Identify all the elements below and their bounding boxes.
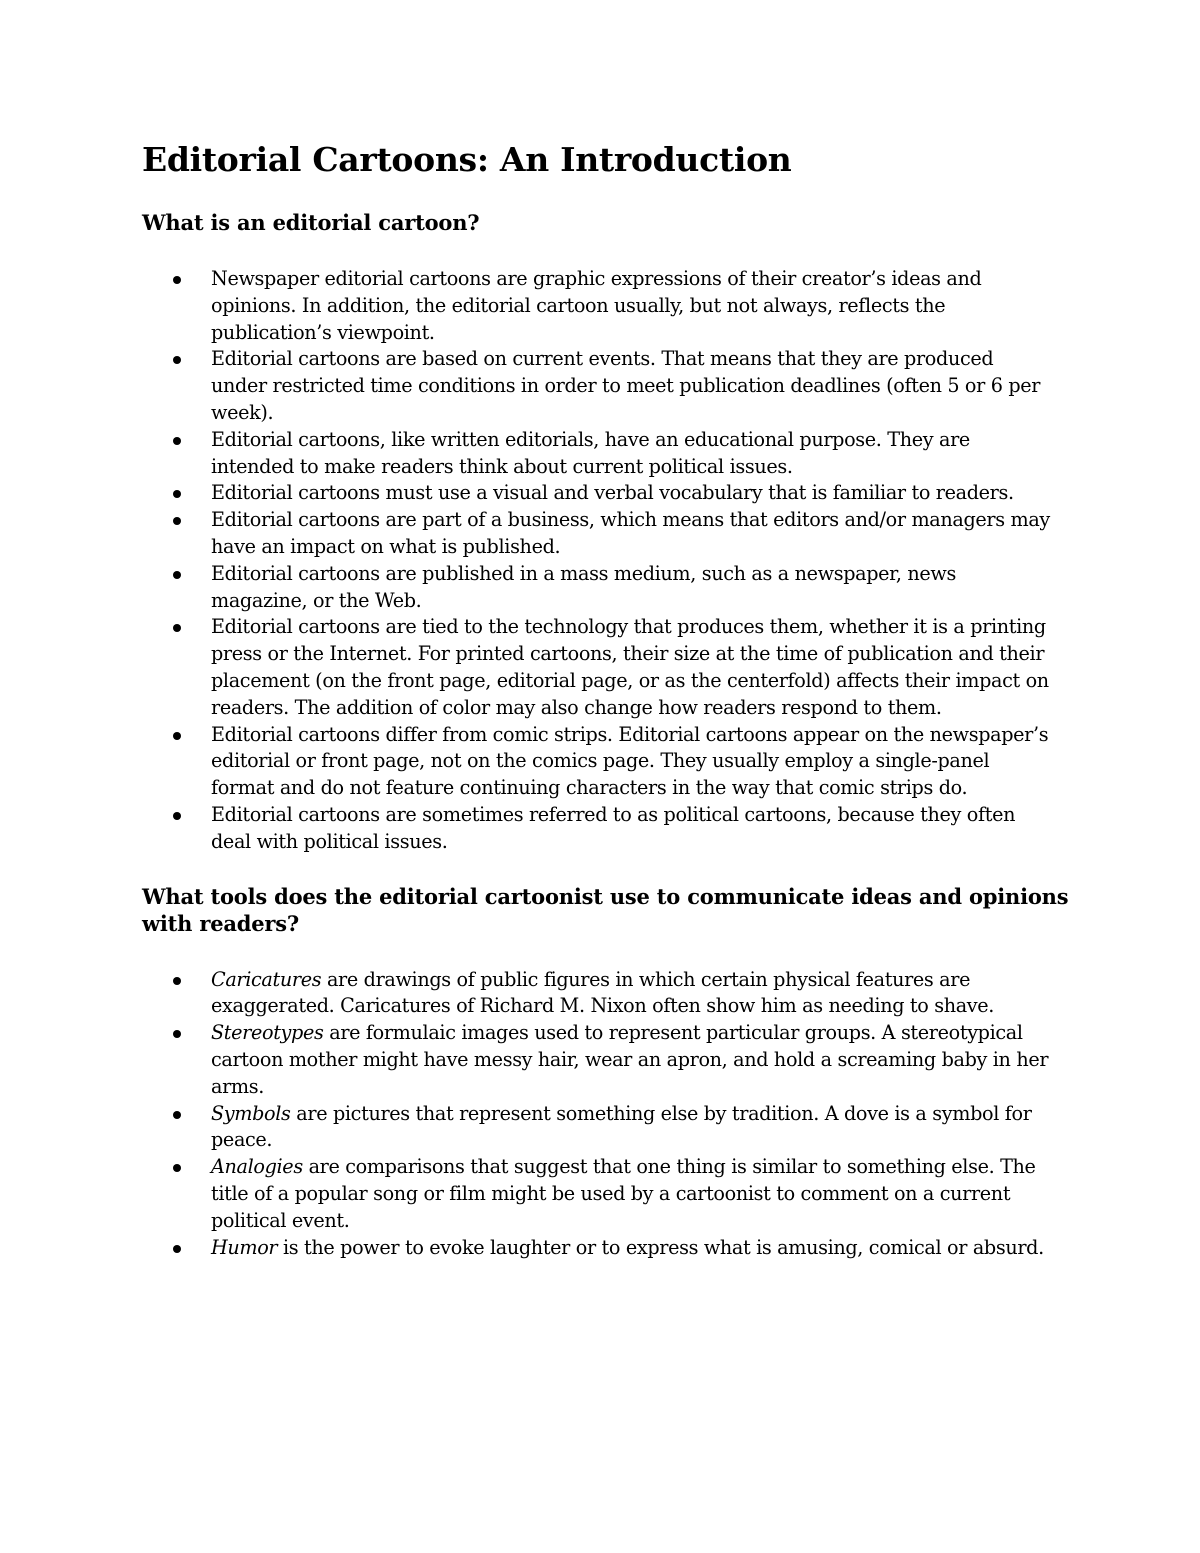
list-item-text: is the power to evoke laughter or to express what is amusing, comical or absurd. [277, 1235, 1044, 1259]
bullet-icon [173, 276, 181, 284]
bullet-icon [173, 571, 181, 579]
list-item [142, 1235, 1051, 1262]
bullet-icon [173, 812, 181, 820]
list-item-text: are drawings of public figures in which certain physical features are exaggerated. Caricatures of Richard M. Nixon often show him as needing to shave. [211, 967, 995, 1018]
list-item [142, 346, 1051, 426]
list-item-text: Editorial cartoons, like written editorials, have an educational purpose. They are intended to make readers think about current political issues. [211, 427, 970, 478]
list-item [142, 722, 1051, 802]
bullet-icon [173, 437, 181, 445]
list-item [142, 266, 1051, 346]
list-item-text: Editorial cartoons are sometimes referred to as political cartoons, because they often deal with political issues. [211, 802, 1016, 853]
list-item [142, 614, 1051, 721]
list-item-text: Editorial cartoons are tied to the technology that produces them, whether it is a printing press or the Internet. For printed cartoons, their size at the time of publication and their placement (on the front page, editorial page, or as the centerfold) affects their impact on readers. The addition of color may also change how readers respond to them. [211, 615, 1049, 719]
list-item-text: Editorial cartoons are published in a mass medium, such as a newspaper, news magazine, or the Web. [211, 561, 956, 612]
bullet-icon [173, 1030, 181, 1038]
term-stereotypes: Stereotypes [211, 1021, 324, 1045]
bullet-icon [173, 1111, 181, 1119]
list-item-text: Newspaper editorial cartoons are graphic expressions of their creator’s ideas and opinions. In addition, the editorial cartoon usually, but not always, reflects the publication’s viewpoint. [211, 267, 982, 344]
list-item [142, 427, 1051, 481]
term-analogies: Analogies [211, 1155, 303, 1179]
bullet-icon [173, 1245, 181, 1253]
tools-list [142, 967, 1072, 1262]
list-item [142, 507, 1051, 561]
list-item [142, 1020, 1051, 1100]
document-page [142, 140, 1072, 1261]
section-heading-tools: What tools does the editorial cartoonist use to communicate ideas and opinions with readers? [142, 883, 1069, 936]
bullet-icon [173, 356, 181, 364]
bullet-icon [173, 624, 181, 632]
list-item-text: Editorial cartoons are based on current events. That means that they are produced under restricted time conditions in order to meet publication deadlines (often 5 or 6 per week). [211, 347, 1041, 424]
term-caricatures: Caricatures [211, 967, 322, 991]
bullet-icon [173, 977, 181, 985]
list-item-text: Editorial cartoons must use a visual and verbal vocabulary that is familiar to readers. [211, 481, 1014, 505]
list-item [142, 802, 1051, 856]
bullet-icon [173, 517, 181, 525]
list-item-text: are formulaic images used to represent particular groups. A stereotypical cartoon mother might have messy hair, wear an apron, and hold a screaming baby in her arms. [211, 1021, 1049, 1098]
bullet-icon [173, 732, 181, 740]
bullet-icon [173, 1164, 181, 1172]
section-heading-what-is: What is an editorial cartoon? [142, 210, 480, 235]
list-item-text: Editorial cartoons are part of a business, which means that editors and/or managers may have an impact on what is published. [211, 508, 1050, 558]
list-item-text: are pictures that represent something else by tradition. A dove is a symbol for peace. [211, 1101, 1032, 1152]
term-symbols: Symbols [211, 1101, 291, 1125]
list-item [142, 967, 1051, 1021]
definition-list [142, 266, 1072, 856]
list-item [142, 1154, 1051, 1234]
list-item-text: are comparisons that suggest that one thing is similar to something else. The title of a popular song or film might be used by a cartoonist to comment on a current political event. [211, 1155, 1036, 1232]
page-title: Editorial Cartoons: An Introduction [142, 140, 792, 179]
term-humor: Humor [211, 1235, 278, 1259]
list-item-text: Editorial cartoons differ from comic strips. Editorial cartoons appear on the newspaper’s editorial or front page, not on the comics page. They usually employ a single-panel format and do not feature continuing characters in the way that comic strips do. [211, 722, 1049, 800]
list-item [142, 1101, 1051, 1155]
list-item [142, 480, 1051, 507]
list-item [142, 561, 1051, 615]
bullet-icon [173, 490, 181, 498]
